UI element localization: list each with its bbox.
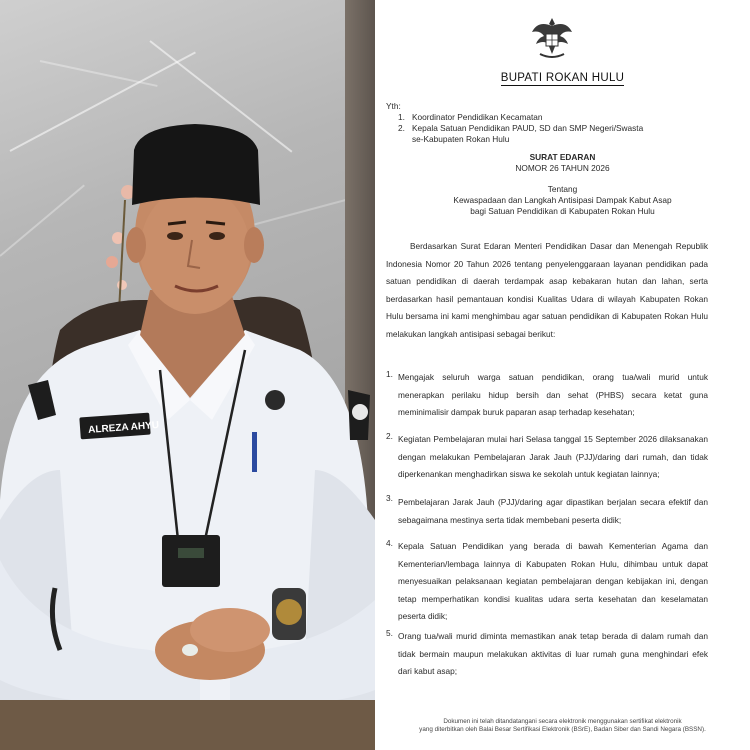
subject-label: Tentang: [547, 184, 578, 194]
list-item: Orang tua/wali murid diminta memastikan anak tetap berada di dalam rumah dan tidak bermain maupun melakukan aktivitas di luar rumah guna menghindari efek dari kabut asap;: [398, 631, 708, 676]
recipient-text: Koordinator Pendidikan Kecamatan: [412, 112, 543, 122]
footer-line: yang diterbitkan oleh Balai Besar Sertifikasi Elektronik (BSrE), Badan Siber dan Sandi Negara (BSSN).: [419, 726, 706, 733]
item-number: 1.: [386, 369, 393, 379]
recipient-num: 1.: [398, 112, 405, 122]
list-item: Kepala Satuan Pendidikan yang berada di bawah Kementerian Agama dan Kementerian/lembaga lainnya di Kabupaten Rokan Hulu, dihimbau untuk dapat menyesuaikan pelaksanaan kegiatan pembelajaran dengan kebijakan ini, dengan tetap memperhatikan kondisi kualitas udara serta kesehatan dan keselamatan peserta didik;: [398, 541, 708, 622]
recipient-text-cont: se-Kabupaten Rokan Hulu: [412, 134, 510, 144]
recipient-text: Kepala Satuan Pendidikan PAUD, SD dan SMP Negeri/Swasta: [412, 123, 644, 133]
subject-line: Kewaspadaan dan Langkah Antisipasi Dampak Kabut Asap: [453, 195, 672, 205]
letter-number: NOMOR 26 TAHUN 2026: [515, 163, 610, 173]
intro-paragraph: Berdasarkan Surat Edaran Menteri Pendidikan Dasar dan Menengah Republik Indonesia Nomor 20 Tahun 2026 tentang penyelenggaraan layanan pendidikan pada satuan pendidikan di daerah terdampak asap kebakaran hutan dan lahan, serta berdasarkan hasil pemantauan kondisi Kualitas Udara di wilayah Kabupaten Rokan Hulu bersama ini kami menghimbau agar satuan pendidikan di Kabupaten Rokan Hulu melakukan langkah antisipasi sebagai berikut:: [386, 241, 708, 339]
item-number: 2.: [386, 431, 393, 441]
item-number: 4.: [386, 538, 393, 548]
list-item: Mengajak seluruh warga satuan pendidikan, orang tua/wali murid untuk menerapkan perilaku hidup bersih dan sehat (PHBS) secara ketat guna meminimalisir dampak buruk paparan asap terhadap kesehatan;: [398, 372, 708, 417]
name-tag-text: ALREZA AHYU: [87, 419, 160, 436]
letterhead-title: BUPATI ROKAN HULU: [500, 72, 625, 84]
list-item: Kegiatan Pembelajaran mulai hari Selasa tanggal 15 September 2026 dilaksanakan dengan melakukan Pembelajaran Jarak Jauh (PJJ)/daring dari rumah, dan tidak diperkenankan menghadirkan siswa ke sekolah untuk kegiatan lainnya;: [398, 434, 708, 479]
garuda-emblem-icon: [530, 14, 574, 62]
subject-line: bagi Satuan Pendidikan di Kabupaten Rokan Hulu: [470, 206, 655, 216]
list-item: Pembelajaran Jarak Jauh (PJJ)/daring agar dipastikan berjalan secara efektif dan sebagaimana mestinya serta tidak membebani peserta didik;: [398, 497, 708, 525]
item-number: 3.: [386, 493, 393, 503]
recipient-num: 2.: [398, 123, 405, 133]
letter-title: SURAT EDARAN: [529, 152, 596, 162]
e-signature-notice: [375, 718, 750, 734]
addressee-label: Yth:: [386, 101, 401, 111]
item-number: 5.: [386, 628, 393, 638]
footer-line: Dokumen ini telah ditandatangani secara elektronik menggunakan sertifikat elektronik: [443, 718, 682, 725]
